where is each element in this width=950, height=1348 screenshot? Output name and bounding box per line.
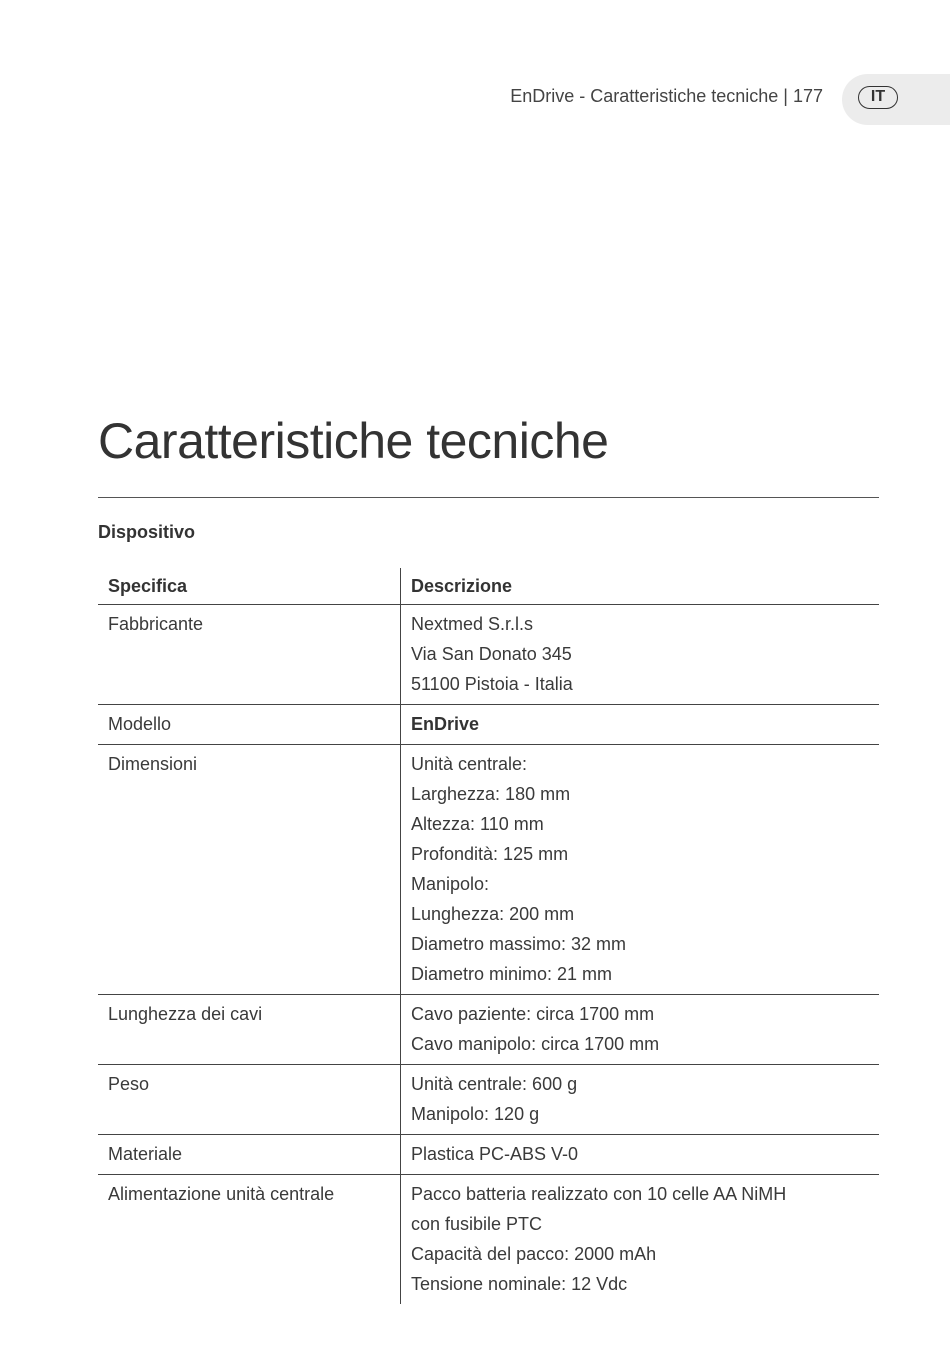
description-cell <box>401 745 880 995</box>
table-row <box>98 1065 879 1135</box>
spec-cell: Fabbricante <box>98 605 401 705</box>
spec-cell: Alimentazione unità centrale <box>98 1175 401 1305</box>
column-header-spec: Specifica <box>98 568 401 605</box>
description-line: 51100 Pistoia - Italia <box>411 674 573 694</box>
title-divider <box>98 497 879 498</box>
description-cell <box>401 1135 880 1175</box>
spec-cell: Peso <box>98 1065 401 1135</box>
description-line: Manipolo: 120 g <box>411 1104 540 1124</box>
spec-cell: Modello <box>98 705 401 745</box>
column-header-description: Descrizione <box>411 576 513 596</box>
description-line: con fusibile PTC <box>411 1214 543 1234</box>
table-row <box>98 995 879 1065</box>
spec-cell: Materiale <box>98 1135 401 1175</box>
description-cell <box>401 995 880 1065</box>
table-row <box>98 1175 879 1305</box>
table-header-row <box>98 568 879 605</box>
description-line: Cavo paziente: circa 1700 mm <box>411 1004 655 1024</box>
table-row <box>98 1135 879 1175</box>
description-line: Profondità: 125 mm <box>411 844 569 864</box>
description-cell <box>401 605 880 705</box>
table-row <box>98 745 879 995</box>
description-line: Unità centrale: <box>411 754 528 774</box>
spec-cell: Dimensioni <box>98 745 401 995</box>
description-line: Via San Donato 345 <box>411 644 572 664</box>
description-line: Unità centrale: 600 g <box>411 1074 578 1094</box>
model-name: EnDrive <box>411 714 480 734</box>
description-line: Larghezza: 180 mm <box>411 784 571 804</box>
page-title: Caratteristiche tecniche <box>98 413 609 469</box>
description-line: Pacco batteria realizzato con 10 celle AA NiMH <box>411 1184 787 1204</box>
spec-cell: Lunghezza dei cavi <box>98 995 401 1065</box>
description-line: Cavo manipolo: circa 1700 mm <box>411 1034 660 1054</box>
description-cell <box>401 1065 880 1135</box>
description-line: Altezza: 110 mm <box>411 814 544 834</box>
description-line: Plastica PC-ABS V-0 <box>411 1144 579 1164</box>
description-line: Tensione nominale: 12 Vdc <box>411 1274 628 1294</box>
description-line: Manipolo: <box>411 874 490 894</box>
spec-table <box>98 568 879 1304</box>
description-line: Lunghezza: 200 mm <box>411 904 575 924</box>
running-header: EnDrive - Caratteristiche tecniche | 177 <box>510 86 823 106</box>
description-cell <box>401 705 880 745</box>
section-heading: Dispositivo <box>98 522 196 542</box>
description-line: Diametro massimo: 32 mm <box>411 934 627 954</box>
description-line: Diametro minimo: 21 mm <box>411 964 613 984</box>
table-row <box>98 705 879 745</box>
description-line: Nextmed S.r.l.s <box>411 614 534 634</box>
language-badge: IT <box>858 86 898 109</box>
description-line: Capacità del pacco: 2000 mAh <box>411 1244 657 1264</box>
language-tab <box>842 74 950 125</box>
table-row <box>98 605 879 705</box>
description-cell <box>401 1175 880 1305</box>
